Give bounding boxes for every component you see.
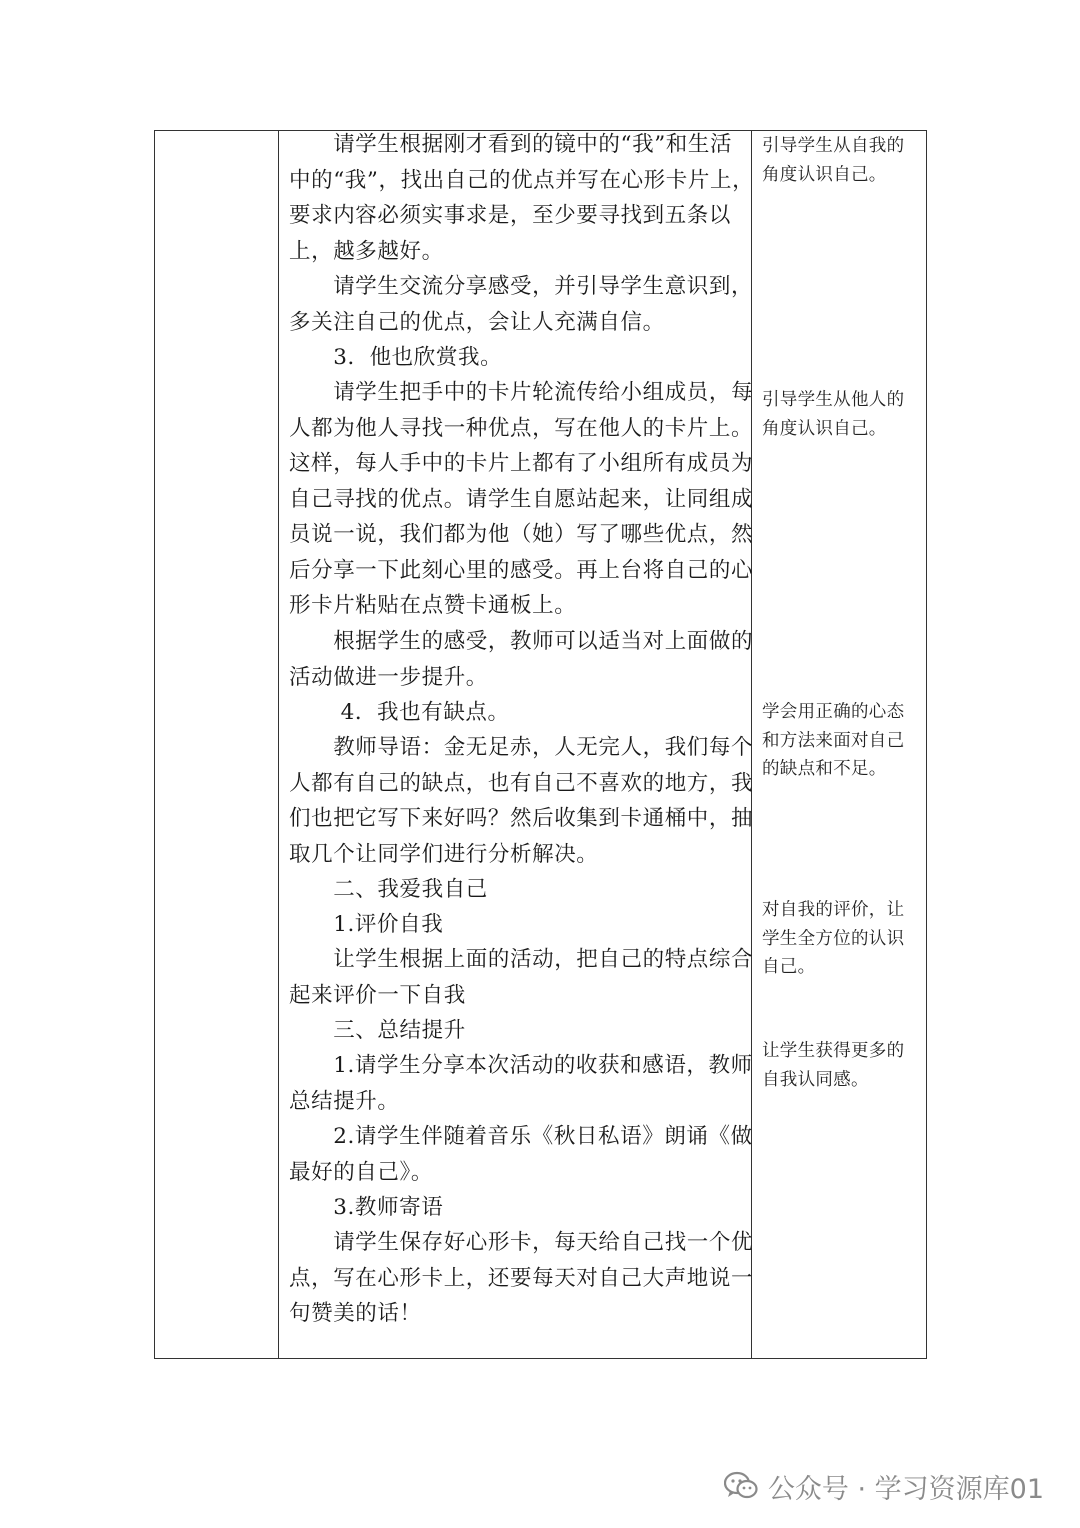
column-divider-left — [278, 131, 279, 1358]
paragraph: 2.请学生伴随着音乐《秋日私语》朗诵《做 最好的自己》。 — [289, 1124, 753, 1185]
paragraph: 请学生交流分享感受，并引导学生意识到， 多关注自己的优点，会让人充满自信。 — [289, 274, 754, 335]
design-intent-note: 对自我的评价，让 学生全方位的认识 自己。 — [762, 900, 905, 977]
paragraph: 根据学生的感受，教师可以适当对上面做的 活动做进一步提升。 — [289, 629, 754, 690]
paragraph: 1.请学生分享本次活动的收获和感语，教师 总结提升。 — [289, 1053, 753, 1114]
section-heading: 二、我爱我自己 — [289, 877, 488, 902]
design-intent-note: 引导学生从自我的 角度认识自己。 — [762, 136, 905, 185]
paragraph: 让学生根据上面的活动，把自己的特点综合 起来评价一下自我 — [289, 947, 754, 1008]
section-heading: 3．他也欣赏我。 — [289, 345, 503, 370]
paragraph: 请学生保存好心形卡，每天给自己找一个优 点，写在心形卡上，还要每天对自己大声地说一 句赞美的话！ — [289, 1230, 754, 1326]
paragraph: 请学生把手中的卡片轮流传给小组成员，每 人都为他人寻找一种优点，写在他人的卡片上。 这样，每人手中的卡片上都有了小组所有成员为 自己寻找的优点。请学生自愿站起来，让同组成 员说一说，我们都为他（她）写了哪些优点，然 后分享一下此刻心里的感受。再上台将自己的心 形卡片粘贴在点赞卡通板上。 — [289, 380, 754, 618]
section-heading: 4．我也有缺点。 — [289, 700, 510, 725]
design-intent-note: 引导学生从他人的 角度认识自己。 — [762, 390, 905, 439]
section-heading: 三、总结提升 — [289, 1018, 466, 1043]
design-intent-note: 学会用正确的心态 和方法来面对自己 的缺点和不足。 — [762, 702, 905, 779]
wechat-icon — [724, 1471, 758, 1501]
paragraph: 教师导语：金无足赤，人无完人，我们每个 人都有自己的缺点，也有自己不喜欢的地方，我 们也把它写下来好吗？然后收集到卡通桶中，抽 取几个让同学们进行分析解决。 — [289, 735, 754, 867]
paragraph: 请学生根据刚才看到的镜中的“我”和生活 中的“我”，找出自己的优点并写在心形卡片上， 要求内容必须实事求是，至少要寻找到五条以 上，越多越好。 — [289, 132, 755, 264]
section-heading: 1.评价自我 — [289, 912, 444, 937]
section-heading: 3.教师寄语 — [289, 1195, 444, 1220]
watermark — [724, 1466, 1044, 1506]
watermark-text: 公众号 · 学习资源库01 — [767, 1473, 1044, 1505]
design-intent-note: 让学生获得更多的 自我认同感。 — [762, 1041, 905, 1090]
